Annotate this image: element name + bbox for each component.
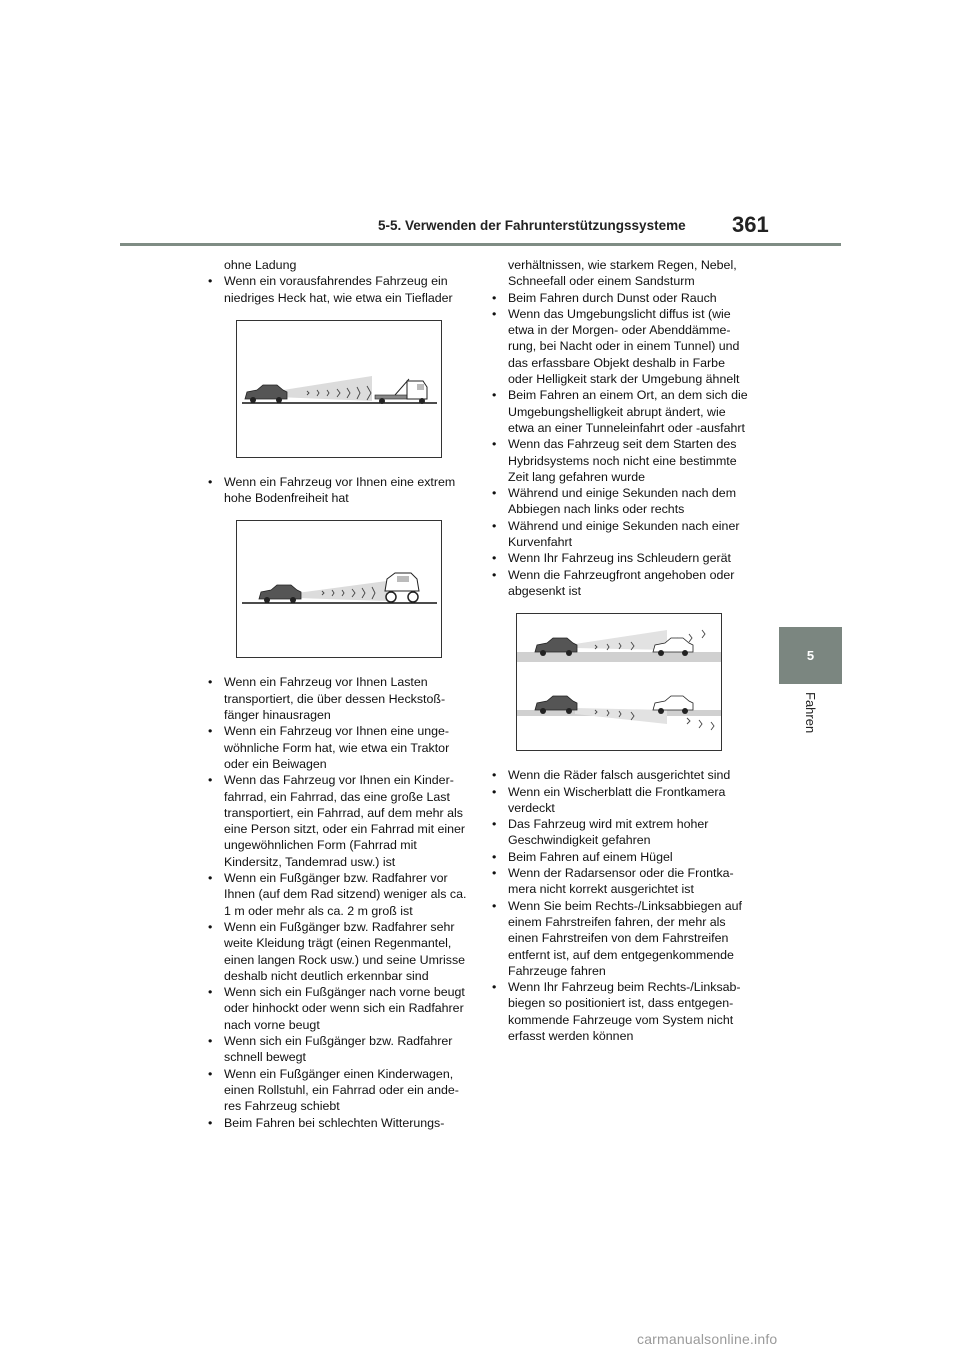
list-item: • Während und einige Sekunden nach dem Abbiegen nach links oder rechts [491,485,753,518]
list-item: • Wenn sich ein Fußgänger bzw. Radfahrer schnell bewegt [207,1033,469,1066]
list-item: • Wenn ein Fahrzeug vor Ihnen eine extrem hohe Bodenfreiheit hat [207,474,469,507]
list-item: • Wenn Sie beim Rechts-/Linksabbiegen auf einem Fahrstreifen fahren, der mehr als einen Fahrstreifen von dem Fahrstreifen entfernt ist, auf dem entgegenkommende Fahrzeuge fahren [491,898,753,979]
list-item: • Wenn ein Fußgänger bzw. Radfahrer sehr weite Kleidung trägt (einen Regenmantel, einen langen Rock usw.) und seine Umrisse deshalb nicht deutlich erkennbar sind [207,919,469,984]
truck-icon [375,379,427,404]
list-item: verhältnissen, wie starkem Regen, Nebel, Schneefall oder einem Sandsturm [508,258,737,289]
list-item: • Wenn ein Fahrzeug vor Ihnen eine unge-wöhnliche Form hat, wie etwa ein Traktor oder ein Beiwagen [207,723,469,772]
watermark: carmanualsonline.info [637,1331,778,1347]
list-item: • Wenn die Fahrzeugfront angehoben oder abgesenkt ist [491,567,753,600]
list-item: • Wenn das Umgebungslicht diffus ist (wie etwa in der Morgen- oder Abenddämme-rung, bei Nacht oder in einem Tunnel) und das erfassbare Objekt deshalb in Farbe oder Helligkeit stark der Umgebung ähnelt [491,306,753,387]
list-item: • Beim Fahren bei schlechten Witterungs- [207,1115,469,1131]
list-item: • Wenn sich ein Fußgänger nach vorne beugt oder hinhockt oder wenn sich ein Radfahrer nach vorne beugt [207,984,469,1033]
page-number: 361 [732,212,769,237]
list-item: • Wenn das Fahrzeug vor Ihnen ein Kinder-fahrrad, ein Fahrrad, das eine große Last transportiert, ein Fahrrad, auf dem mehr als eine Person sitzt, oder ein Fahrrad mit einer ungewöhnlichen Form (Fahrrad mit Kindersitz, Tandemrad usw.) ist [207,772,469,870]
ego-car-icon [259,585,301,603]
header-rule [120,243,841,246]
list-item: • Beim Fahren an einem Ort, an dem sich die Umgebungshelligkeit abrupt ändert, wie etwa an einer Tunneleinfahrt oder -ausfahrt [491,387,753,436]
section-title: 5-5. Verwenden der Fahrunterstützungssysteme [378,218,686,233]
list-item: • Wenn ein vorausfahrendes Fahrzeug ein niedriges Heck hat, wie etwa ein Tieflader [207,273,469,306]
chapter-tab [779,627,842,684]
list-item: • Wenn ein Fahrzeug vor Ihnen Lasten transportiert, die über dessen Heckstoß-fänger hinausragen [207,674,469,723]
chapter-number: 5 [806,648,815,663]
list-item: • Das Fahrzeug wird mit extrem hoher Geschwindigkeit gefahren [491,816,753,849]
list-item: • Wenn Ihr Fahrzeug beim Rechts-/Linksab-biegen so positioniert ist, dass entgegen-kommende Fahrzeuge vom System nicht erfasst werden können [491,979,753,1044]
illustration-high-clearance-vehicle [236,520,442,658]
list-item: ohne Ladung [224,258,297,272]
list-item: • Wenn ein Fußgänger bzw. Radfahrer vor Ihnen (auf dem Rad sitzend) weniger als ca. 1 m oder mehr als ca. 2 m groß ist [207,870,469,919]
right-column [491,257,753,1044]
list-item: • Wenn der Radarsensor oder die Frontka-mera nicht korrekt ausgerichtet ist [491,865,753,898]
illustration-raised-lowered-front [516,613,722,751]
list-item: • Wenn die Räder falsch ausgerichtet sind [491,767,753,783]
ego-car-icon [245,385,287,403]
suv-icon [385,573,419,602]
list-item: • Wenn das Fahrzeug seit dem Starten des Hybridsystems noch nicht eine bestimmte Zeit lang gefahren wurde [491,436,753,485]
list-item: • Wenn ein Fußgänger einen Kinderwagen, einen Rollstuhl, ein Fahrrad oder ein ande-res Fahrzeug schiebt [207,1066,469,1115]
left-column [207,257,469,1131]
list-item: • Beim Fahren auf einem Hügel [491,849,753,865]
list-item: • Während und einige Sekunden nach einer Kurvenfahrt [491,518,753,551]
illustration-low-rear-truck [236,320,442,458]
list-item: • Wenn ein Wischerblatt die Frontkamera verdeckt [491,784,753,817]
list-item: • Wenn Ihr Fahrzeug ins Schleudern gerät [491,550,753,566]
list-item: • Beim Fahren durch Dunst oder Rauch [491,290,753,306]
chapter-label: Fahren [803,692,818,734]
